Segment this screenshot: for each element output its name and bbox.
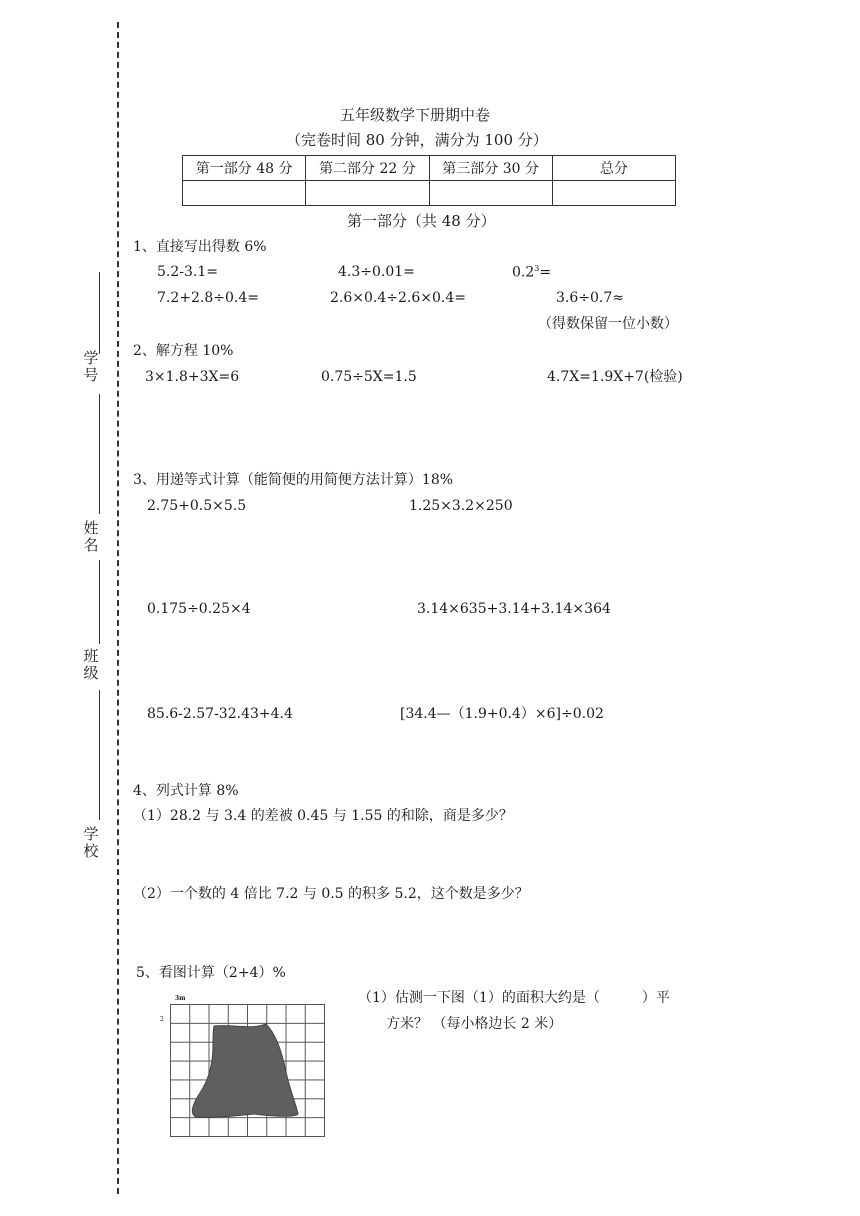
score-cell-part1[interactable] [183,181,306,206]
class-label: 班级 [83,647,99,683]
q5-title: 5、看图计算（2+4）% [136,965,286,981]
grid-side-label: 2 [160,1016,164,1023]
q2-item: 0.75÷5X=1.5 [321,369,417,385]
q1-item-power [512,264,551,281]
irregular-shape [192,1024,298,1117]
grid-top-label: 3m [175,995,186,1002]
score-header-part3: 第三部分 30 分 [429,156,552,181]
q3-item: [34.4—（1.9+0.4）×6]÷0.02 [400,706,604,722]
q3-item: 1.25×3.2×250 [409,498,513,514]
q1-item: 4.3÷0.01= [338,264,415,280]
q2-item: 3×1.8+3X=6 [145,369,240,385]
q5-part1-line2: 方米？ （每小格边长 2 米） [386,1016,563,1032]
exam-subtitle: （完卷时间 80 分钟，满分为 100 分） [286,131,548,149]
score-header-total: 总分 [552,156,675,181]
part1-title: 第一部分（共 48 分） [347,212,496,230]
q3-item: 3.14×635+3.14+3.14×364 [417,601,611,617]
score-cell-part2[interactable] [306,181,429,206]
q3-item: 85.6-2.57-32.43+4.4 [147,706,293,722]
q3-item: 2.75+0.5×5.5 [147,498,247,514]
q1-note: （得数保留一位小数） [538,316,678,332]
q1-item: 3.6÷0.7≈ [556,290,624,306]
name-rule [99,394,100,514]
score-header-part2: 第二部分 22 分 [306,156,429,181]
score-header-part1: 第一部分 48 分 [183,156,306,181]
q2-item: 4.7X=1.9X+7(检验) [547,369,683,385]
score-cell-part3[interactable] [429,181,552,206]
q5-part1-line1: （1）估测一下图（1）的面积大约是（ ）平 [358,990,670,1006]
score-table [182,155,676,206]
name-label: 姓名 [83,519,99,555]
score-table-header-row [183,156,676,181]
q3-title: 3、用递等式计算（能简便的用简便方法计算）18% [133,472,454,488]
irregular-shape-figure [170,1004,326,1138]
q3-item: 0.175÷0.25×4 [147,601,251,617]
score-table-input-row [183,181,676,206]
school-rule [99,690,100,820]
q1-item: 2.6×0.4÷2.6×0.4= [330,290,466,306]
exam-title: 五年级数学下册期中卷 [340,106,491,124]
score-cell-total[interactable] [552,181,675,206]
q1-item: 5.2-3.1= [157,264,218,280]
q1-item-equals: = [539,264,552,281]
q4-item: （1）28.2 与 3.4 的差被 0.45 与 1.55 的和除，商是多少？ [133,808,513,824]
q4-title: 4、列式计算 8% [133,783,239,799]
q2-title: 2、解方程 10% [133,343,234,359]
q1-title: 1、直接写出得数 6% [133,239,267,255]
binding-dashed-line [117,22,119,1194]
q1-item: 7.2+2.8÷0.4= [157,290,259,306]
q1-item-exponent: 3 [534,264,540,273]
q4-item: （2）一个数的 4 倍比 7.2 与 0.5 的积多 5.2，这个数是多少？ [133,886,529,902]
student-id-rule [99,272,100,354]
school-label: 学校 [83,825,99,861]
q1-item-base: 0.2 [512,264,535,281]
student-id-label: 学号 [83,349,99,385]
class-rule [99,560,100,644]
